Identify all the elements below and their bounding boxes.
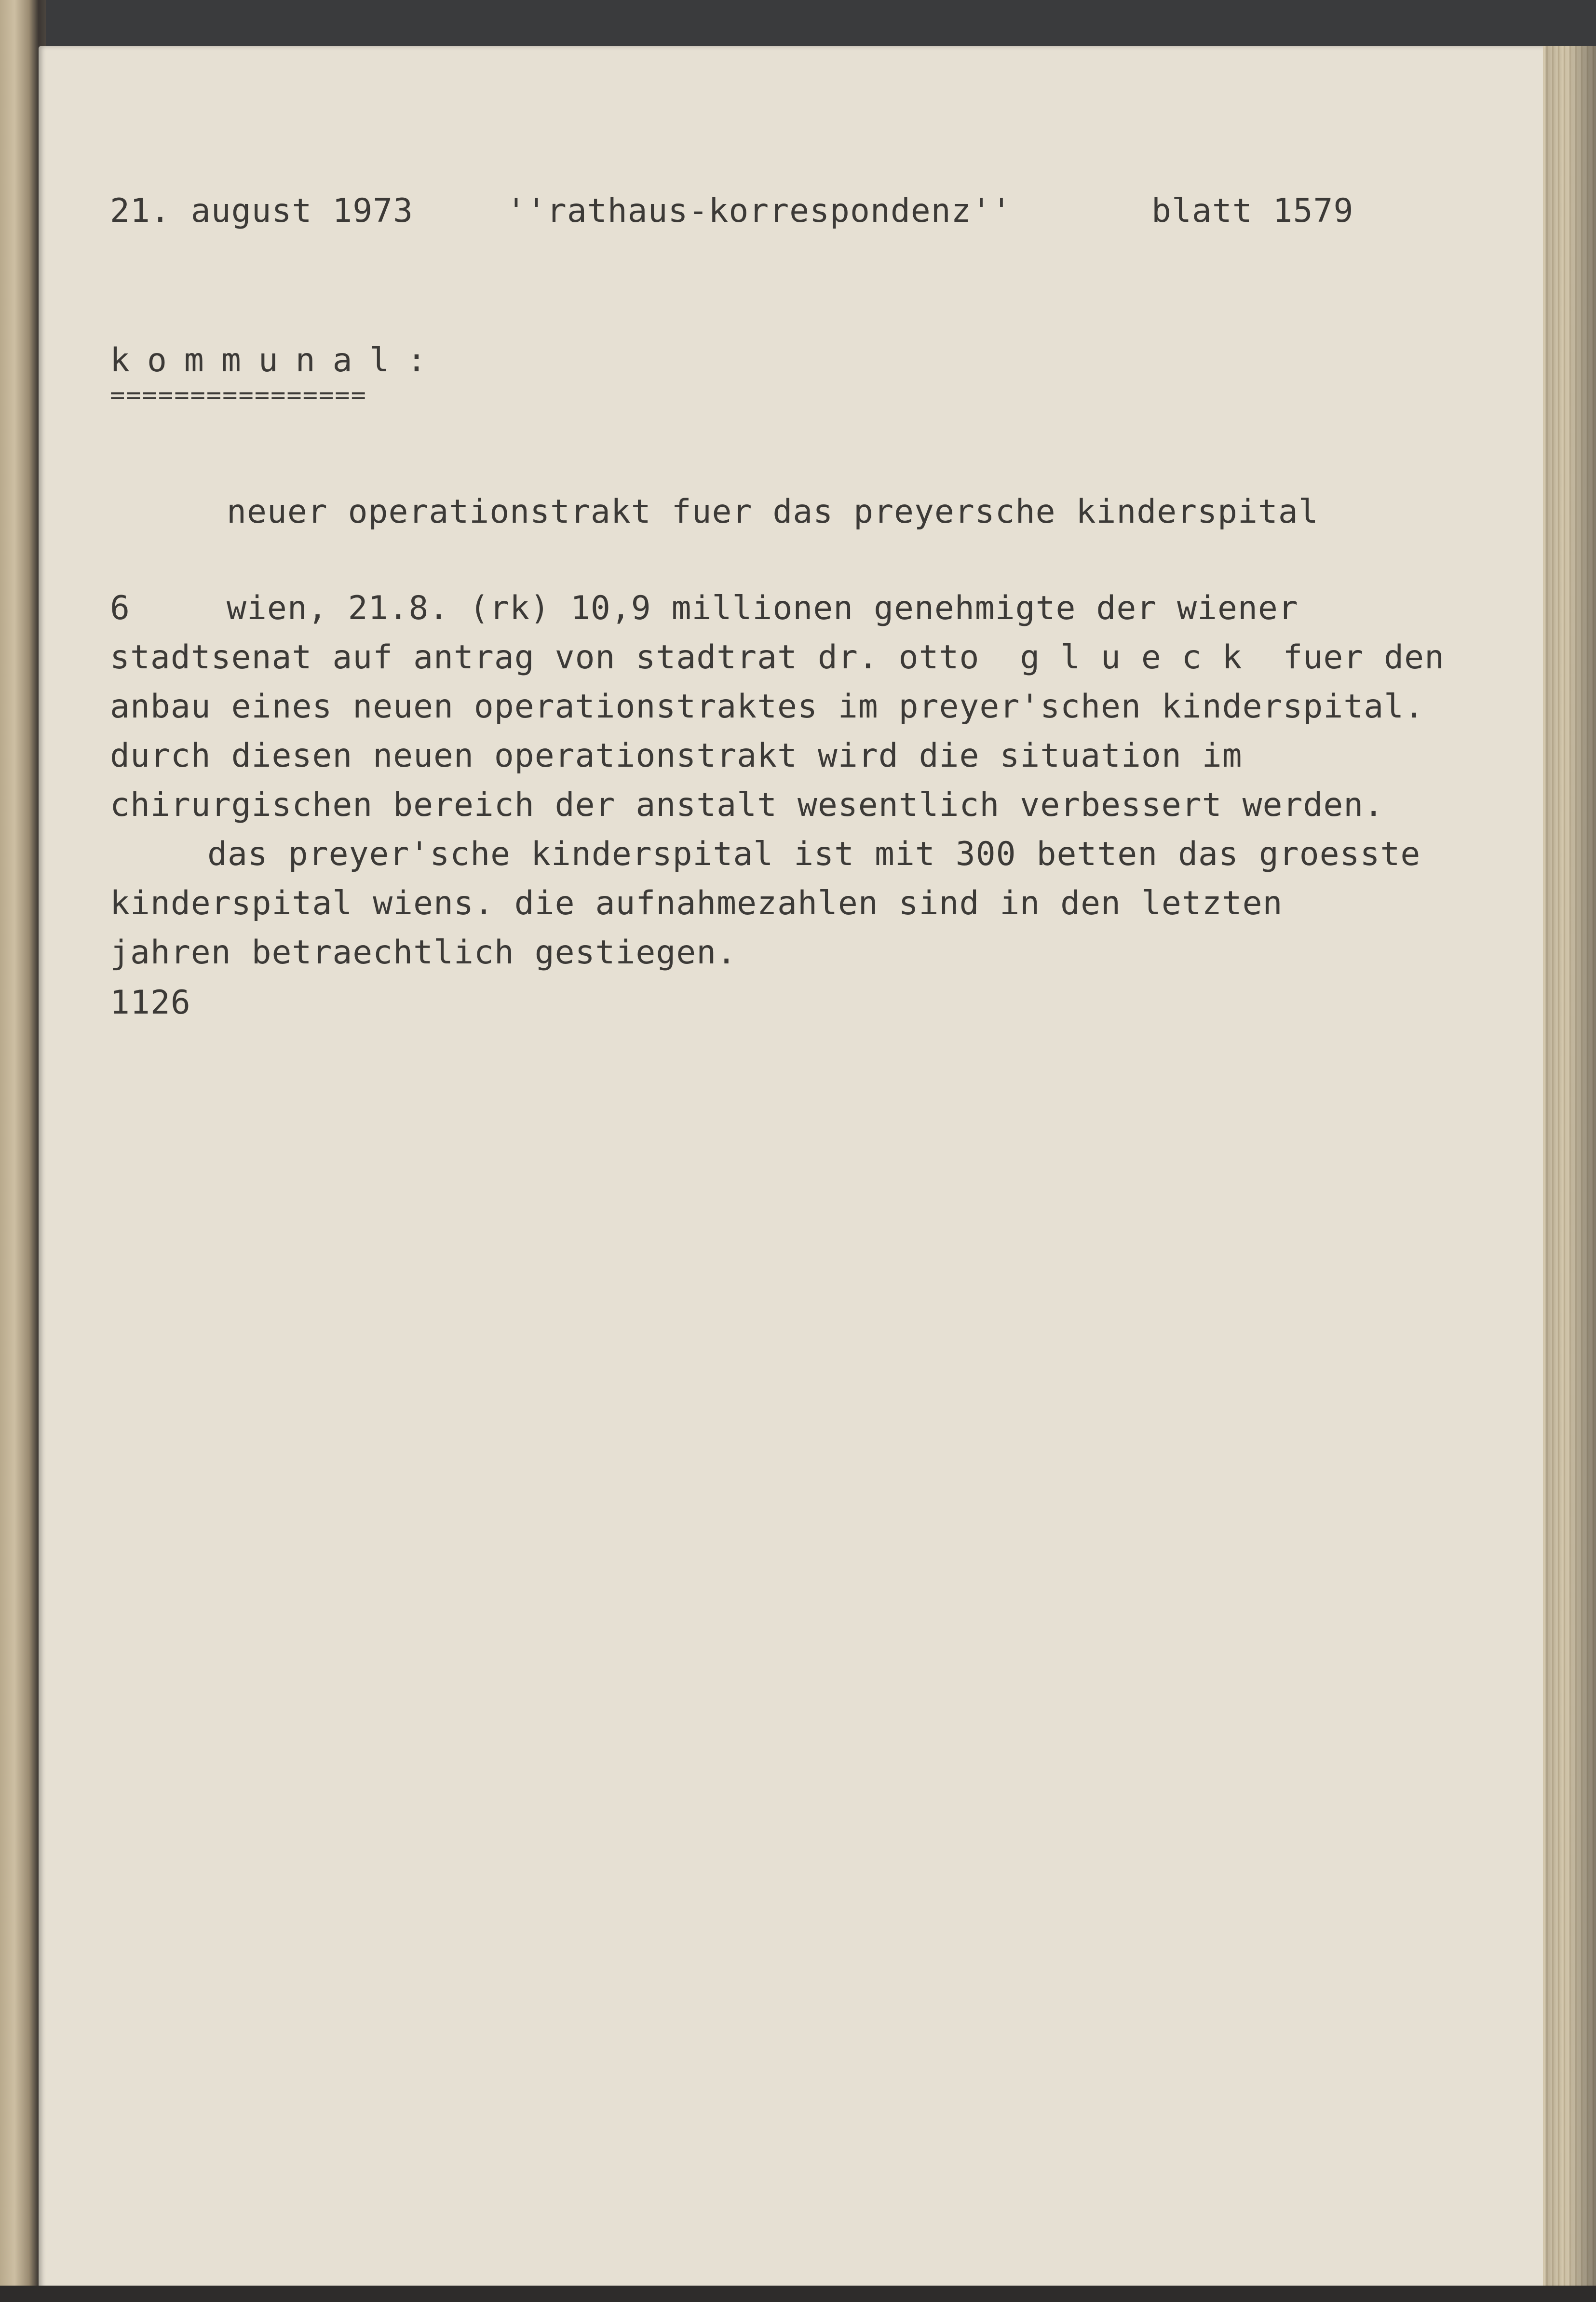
article-line: anbau eines neuen operationstraktes im preyer'schen kinderspital. (110, 688, 1425, 726)
header-date: 21. august 1973 (110, 192, 414, 230)
article-line: jahren betraechtlich gestiegen. (110, 934, 737, 972)
article-number: 6 (110, 589, 130, 627)
article-headline: neuer operationstrakt fuer das preyersche kinderspital (227, 493, 1319, 531)
page-edges-shadow (1545, 46, 1596, 2302)
article-line: chirurgischen bereich der anstalt wesentlich verbessert werden. (110, 786, 1384, 824)
article-line: kinderspital wiens. die aufnahmezahlen sind in den letzten (110, 884, 1283, 922)
article-line: durch diesen neuen operationstrakt wird die situation im (110, 737, 1243, 775)
article-line: das preyer'sche kinderspital ist mit 300 betten das groesste (207, 835, 1421, 873)
article-line: wien, 21.8. (rk) 10,9 millionen genehmigte der wiener (227, 589, 1298, 627)
footer-code: 1126 (110, 984, 191, 1022)
bottom-background (0, 2286, 1596, 2302)
article-line: stadtsenat auf antrag von stadtrat dr. otto g l u e c k fuer den (110, 638, 1445, 677)
header-publication: ''rathaus-korrespondenz'' (506, 192, 1012, 230)
section-underline: ================ (110, 381, 367, 410)
section-label: kommunal: (110, 341, 444, 379)
header-sheet-number: blatt 1579 (1151, 192, 1354, 230)
